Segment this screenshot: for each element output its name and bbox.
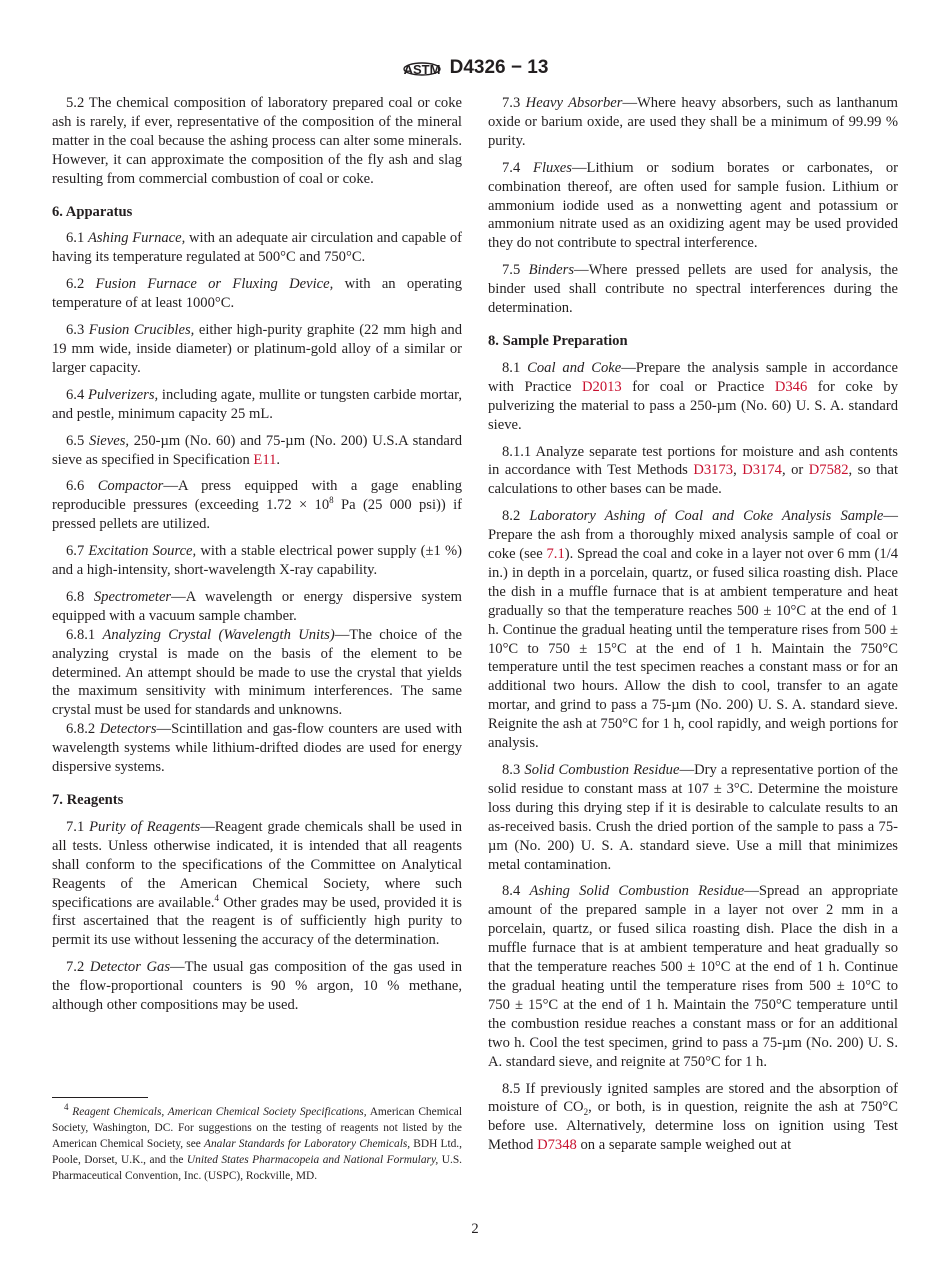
right-column <box>488 94 898 1163</box>
text-run: 8. Sample Preparation <box>488 332 628 349</box>
paragraph <box>52 386 462 424</box>
superscript: 4 <box>214 892 220 903</box>
italic-term: Solid Combustion Residue <box>524 762 680 778</box>
text-run: —A wavelength or energy dispersive system equipped with a vacuum sample chamber. <box>52 588 462 624</box>
italic-term: Fusion Crucibles, <box>88 322 195 339</box>
footnote <box>52 1104 462 1184</box>
subscript: 2 <box>583 1107 589 1118</box>
paragraph <box>488 761 898 874</box>
text-run: BDH Ltd., Poole, Dorset, U.K., and the <box>52 1138 463 1166</box>
text-run: 6.6 <box>66 478 98 495</box>
page-number: 2 <box>471 1221 479 1237</box>
text-run: —Scintillation and gas-flow counters are used with wavelength systems while lithium-drifted diodes are used for energy dispersive systems. <box>52 721 462 776</box>
text-run: 7.2 <box>66 959 90 976</box>
paragraph <box>52 542 462 580</box>
text-run: —The usual gas composition of the gas used in the flow-proportional counters is 90 % argon, 10 % methane, although other compositions may be used. <box>52 959 462 1014</box>
text-run: 7.3 <box>502 95 526 111</box>
text-run: American Chemical Society, Washington, DC. For suggestions on the testing of reagents not listed by the American Chemical Society, see <box>52 1106 462 1150</box>
text-run: Other grades may be used, provided it is first ascertained that the reagent is of sufficiently high purity to permit its use without lessening the accuracy of the determination. <box>52 894 462 949</box>
text-run: 6.5 <box>66 432 89 449</box>
astm-logo-icon <box>402 55 442 81</box>
text-run: , so that calculations to other bases can be made. <box>488 462 899 498</box>
section-heading <box>52 203 462 222</box>
section-heading <box>52 791 462 810</box>
text-run: —Where pressed pellets are used for analysis, the binder used shall contribute no spectral interferences during the determination. <box>488 262 898 317</box>
italic-term: Reagent Chemicals, American Chemical Society Specifications, <box>68 1106 367 1118</box>
paragraph <box>52 588 462 626</box>
paragraph <box>52 321 462 378</box>
paragraph <box>488 882 898 1071</box>
text-run: 250-µm (No. 60) and 75-µm (No. 200) U.S.A standard sieve as specified in Specification <box>52 432 463 468</box>
text-run: , or both, is in question, reignite the ash at 750°C before use. Alternatively, determine loss on ignition using Test Method <box>488 1099 898 1154</box>
text-run: 7.5 <box>502 262 529 279</box>
paragraph <box>52 720 462 777</box>
text-run: either high-purity graphite (22 mm high and 19 mm wide, inside diameter) or platinum-gold alloy of a similar or larger capacity. <box>52 322 463 376</box>
superscript: 4 <box>64 1102 69 1113</box>
italic-term: Detectors <box>99 721 157 738</box>
text-run: —Prepare the ash from a thoroughly mixed analysis sample of coal or coke (see <box>488 508 898 563</box>
reference-link[interactable]: D3173 <box>693 462 734 479</box>
paragraph <box>52 275 462 313</box>
text-run: 6.8.1 <box>66 626 103 643</box>
text-run: with an adequate air circulation and capable of having its temperature regulated at 500°C and 750°C. <box>52 230 463 266</box>
svg-text:ASTM: ASTM <box>403 62 441 77</box>
text-run: for coke by pulverizing the material to pass a 250-µm (No. 60) U. S. A. standard sieve. <box>488 378 898 433</box>
text-run: ). Spread the coal and coke in a layer not over 6 mm (1/4 in.) in depth in a porcelain, quartz, or fused silica roasting dish. Place the dish in a muffle furnace that is at ambient temperature and heat gradually so that the temperature reaches 500 ± 10°C at the end of 1 h. Continue the gradual heating until the temperature rises from 500 ± 10°C to 750 ± 15°C at the end of 1 h. Maintain the 750°C temperature until the test specimen reaches a constant mass or for an additional two hours. Allow the dish to cool, transfer to an agate mortar, and grind to pass a 75-µm (No. 200) U. S. A. standard sieve. Reignite the ash at 750°C for 1 h, cool rapidly, and weigh portions for analysis. <box>488 546 898 752</box>
text-run: —Prepare the analysis sample in accordance with Practice <box>488 359 898 395</box>
italic-term: Analar Standards for Laboratory Chemicals, <box>203 1138 411 1150</box>
section-heading <box>488 332 898 351</box>
text-run: 6.1 <box>66 230 88 247</box>
paragraph <box>52 432 462 470</box>
italic-term: Fluxes <box>533 159 572 176</box>
italic-term: Ashing Solid Combustion Residue <box>529 883 745 900</box>
text-run: —Lithium or sodium borates or carbonates, or combination thereof, are often used for sample fusion. Lithium or ammonium iodide used as a nonwetting agent and potassium or ammonium nitrate used as an oxidizing agent may be used provided they do not contribute to spectral interference. <box>488 159 899 252</box>
text-run: 8.1 <box>502 359 528 376</box>
text-run: —Where heavy absorbers, such as lanthanum oxide or barium oxide, are used they shall be a minimum of 99.99 % purity. <box>488 95 898 149</box>
paragraph <box>488 94 898 151</box>
reference-link[interactable]: 7.1 <box>546 546 565 563</box>
text-run: Pa (25 000 psi)) if pressed pellets are utilized. <box>52 497 462 533</box>
paragraph <box>52 229 462 267</box>
text-run: with an operating temperature of at least 1000°C. <box>52 276 463 312</box>
italic-term: Purity of Reagents <box>89 818 201 835</box>
reference-link[interactable]: D7582 <box>808 462 849 479</box>
italic-term: Sieves, <box>88 432 130 449</box>
italic-term: Heavy Absorber <box>525 95 623 111</box>
text-run: 6. Apparatus <box>52 203 133 220</box>
text-run: for coal or Practice <box>621 378 775 395</box>
text-run: with a stable electrical power supply (±1 %) and a high-intensity, short-wavelength X-ray capability. <box>52 543 462 579</box>
reference-link[interactable]: D3174 <box>742 462 782 479</box>
text-run: —Dry a representative portion of the solid residue to constant mass at 107 ± 3°C. Determine the moisture loss during this drying step if it is desirable to calculate results to an as-received basis. Crush the dried portion of the sample to pass a 75-µm (No. 200) U. S. A. standard sieve. Use a mill that minimizes metal contamination. <box>488 762 898 873</box>
paragraph <box>488 1080 898 1156</box>
italic-term: Ashing Furnace, <box>87 230 186 247</box>
text-run: 8.2 <box>502 508 530 525</box>
italic-term: Compactor <box>97 478 164 495</box>
page-header <box>0 55 950 81</box>
italic-term: Pulverizers, <box>88 386 159 403</box>
paragraph <box>488 159 898 254</box>
text-run: on a separate sample weighed out at <box>576 1137 792 1154</box>
paragraph <box>488 359 898 435</box>
paragraph <box>488 261 898 318</box>
paragraph <box>488 507 898 753</box>
text-run: 8.5 If previously ignited samples are stored and the absorption of moisture of CO <box>488 1080 898 1116</box>
italic-term: Binders <box>528 262 575 279</box>
text-run: 8.4 <box>502 883 530 900</box>
document-designation: D4326 − 13 <box>449 57 549 78</box>
text-run: including agate, mullite or tungsten carbide mortar, and pestle, minimum capacity 25 mL. <box>52 386 463 422</box>
text-run: 6.7 <box>66 543 89 560</box>
italic-term: Analyzing Crystal (Wavelength Units) <box>102 626 335 643</box>
text-run: 6.2 <box>66 276 96 293</box>
text-run: —Spread an appropriate amount of the prepared sample in a layer not over 2 mm in a porcelain, quartz, or fused silica roasting dish. Place the dish in a muffle furnace that is at ambient temperature and heat gradually so that the temperature reaches 500 ± 10°C at the end of 1 h. Continue the gradual heating until the temperature rises from 500 ± 10°C to 750 ± 15°C at the end of 1 h. Maintain the 750°C temperature until the combustion residue reaches a constant mass or for an additional two h. Cool the test specimen, grind to pass a 75-µm (No. 200) U. S. A. standard sieve, and reignite at 750°C for 1 h. <box>488 883 899 1070</box>
reference-link[interactable]: D7348 <box>537 1137 577 1154</box>
paragraph <box>52 818 462 950</box>
paragraph <box>488 443 898 500</box>
text-run: —The choice of the analyzing crystal is made on the basis of the element to be determined. An attempt should be made to use the crystal that yields the maximum sensitivity with minimum interferences. The same crystal must be used for standards and unknowns. <box>52 626 462 719</box>
text-run: , or <box>781 462 809 479</box>
text-run: 7.1 <box>66 818 90 835</box>
paragraph <box>52 477 462 534</box>
text-run: . <box>276 451 281 468</box>
text-run: 8.1.1 Analyze separate test portions for moisture and ash contents in accordance with Test Methods <box>488 443 898 479</box>
left-column <box>52 94 462 1023</box>
italic-term: United States Pharmacopeia and National Formulary, <box>186 1154 439 1166</box>
text-run: 6.8 <box>66 588 94 605</box>
superscript: 8 <box>329 495 334 506</box>
text-run: 7.4 <box>502 159 534 176</box>
paragraph <box>52 958 462 1015</box>
text-run: 6.3 <box>66 322 89 339</box>
italic-term: Detector Gas <box>89 959 171 976</box>
reference-link[interactable]: E11 <box>253 451 277 468</box>
italic-term: Excitation Source, <box>88 543 197 560</box>
text-run: —Reagent grade chemicals shall be used in all tests. Unless otherwise indicated, it is intended that all reagents shall conform to the specifications of the Committee on Analytical Reagents of the American Chemical Society, where such specifications are available. <box>52 818 463 911</box>
italic-term: Spectrometer <box>93 588 172 605</box>
paragraph <box>52 626 462 721</box>
paragraph <box>52 94 462 189</box>
footnote-divider <box>52 1097 148 1098</box>
text-run: , <box>733 462 743 479</box>
reference-link[interactable]: D346 <box>774 378 808 395</box>
italic-term: Fusion Furnace or Fluxing Device, <box>95 276 334 293</box>
text-run: 5.2 The chemical composition of laboratory prepared coal or coke ash is rarely, if ever, representative of the composition of the mineral matter in the coal because the ashing process can alter some minerals. However, it can approximate the composition of the fly ash and slag resulting from commercial combustion of coal or coke. <box>52 95 462 187</box>
text-run: 8.3 <box>502 762 525 778</box>
reference-link[interactable]: D2013 <box>582 378 622 395</box>
text-run: —A press equipped with a gage enabling reproducible pressures (exceeding 1.72 × 10 <box>52 478 463 514</box>
text-run: 6.8.2 <box>66 721 100 738</box>
italic-term: Coal and Coke <box>527 359 622 376</box>
text-run: U.S. Pharmaceutical Convention, Inc. (USPC), Rockville, MD. <box>52 1154 463 1182</box>
italic-term: Laboratory Ashing of Coal and Coke Analysis Sample <box>529 508 884 525</box>
text-run: 7. Reagents <box>52 792 124 808</box>
text-run: 6.4 <box>66 386 89 403</box>
